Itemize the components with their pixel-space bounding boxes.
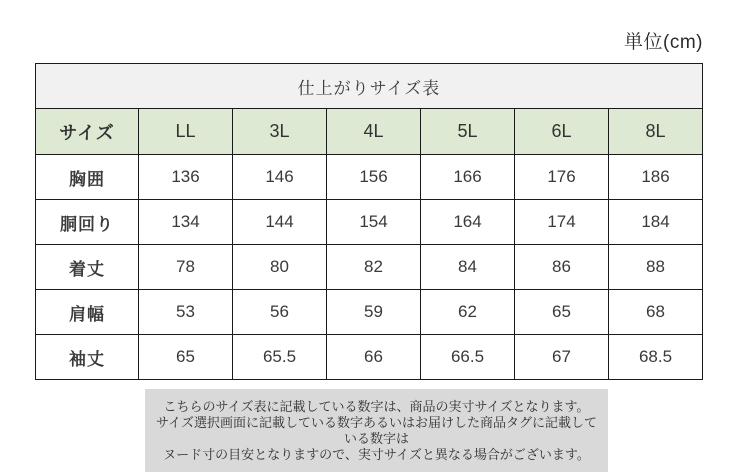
cell-r3-c4: 65 xyxy=(515,290,609,335)
row-label-3: 肩幅 xyxy=(36,290,139,335)
header-size-5l: 5L xyxy=(421,109,515,155)
size-header-row xyxy=(36,109,703,155)
cell-r3-c0: 53 xyxy=(139,290,233,335)
table-row xyxy=(36,290,703,335)
header-size-3l: 3L xyxy=(233,109,327,155)
cell-r4-c0: 65 xyxy=(139,335,233,380)
cell-r4-c1: 65.5 xyxy=(233,335,327,380)
cell-r0-c0: 136 xyxy=(139,155,233,200)
cell-r2-c3: 84 xyxy=(421,245,515,290)
cell-r1-c3: 164 xyxy=(421,200,515,245)
cell-r0-c5: 186 xyxy=(609,155,703,200)
cell-r3-c2: 59 xyxy=(327,290,421,335)
unit-label: 単位(cm) xyxy=(624,32,703,53)
cell-r0-c2: 156 xyxy=(327,155,421,200)
header-size-4l: 4L xyxy=(327,109,421,155)
size-table xyxy=(35,63,703,380)
table-title-row xyxy=(36,64,703,109)
note-line-2: サイズ選択画面に記載している数字あるいはお届けした商品タグに記載している数字は xyxy=(156,415,597,446)
cell-r1-c5: 184 xyxy=(609,200,703,245)
cell-r1-c2: 154 xyxy=(327,200,421,245)
cell-r2-c0: 78 xyxy=(139,245,233,290)
header-size-6l: 6L xyxy=(515,109,609,155)
cell-r3-c1: 56 xyxy=(233,290,327,335)
cell-r2-c1: 80 xyxy=(233,245,327,290)
cell-r2-c5: 88 xyxy=(609,245,703,290)
cell-r1-c1: 144 xyxy=(233,200,327,245)
note-box xyxy=(145,389,608,472)
row-label-4: 袖丈 xyxy=(36,335,139,380)
cell-r1-c0: 134 xyxy=(139,200,233,245)
table-row xyxy=(36,245,703,290)
header-size-8l: 8L xyxy=(609,109,703,155)
cell-r4-c4: 67 xyxy=(515,335,609,380)
cell-r4-c2: 66 xyxy=(327,335,421,380)
table-row xyxy=(36,155,703,200)
cell-r3-c3: 62 xyxy=(421,290,515,335)
note-line-3: ヌード寸の目安となりますので、実寸サイズと異なる場合がございます。 xyxy=(163,447,590,462)
note-line-1: こちらのサイズ表に記載している数字は、商品の実寸サイズとなります。 xyxy=(163,399,590,414)
cell-r0-c3: 166 xyxy=(421,155,515,200)
cell-r4-c5: 68.5 xyxy=(609,335,703,380)
cell-r2-c4: 86 xyxy=(515,245,609,290)
row-label-1: 胴回り xyxy=(36,200,139,245)
cell-r3-c5: 68 xyxy=(609,290,703,335)
cell-r0-c4: 176 xyxy=(515,155,609,200)
table-title: 仕上がりサイズ表 xyxy=(36,64,703,109)
table-row xyxy=(36,335,703,380)
cell-r1-c4: 174 xyxy=(515,200,609,245)
header-size-label: サイズ xyxy=(36,109,139,155)
cell-r4-c3: 66.5 xyxy=(421,335,515,380)
cell-r2-c2: 82 xyxy=(327,245,421,290)
header-size-ll: LL xyxy=(139,109,233,155)
row-label-2: 着丈 xyxy=(36,245,139,290)
row-label-0: 胸囲 xyxy=(36,155,139,200)
cell-r0-c1: 146 xyxy=(233,155,327,200)
table-row xyxy=(36,200,703,245)
